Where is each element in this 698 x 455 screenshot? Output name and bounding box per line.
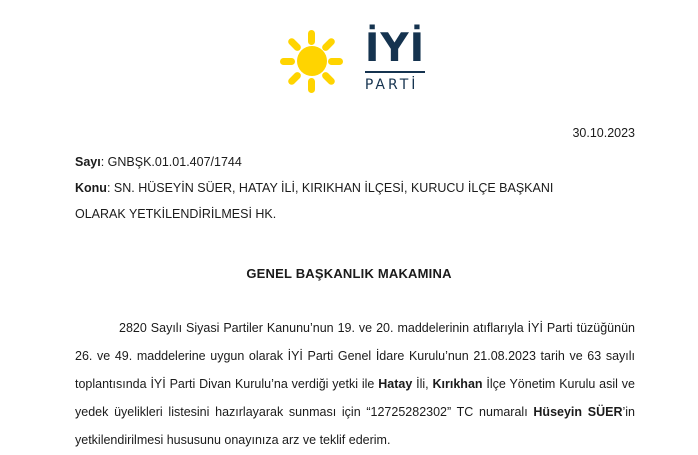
- body-segment-3: İlçe Yönetim Kurulu asil ve yedek üyelikleri listesini hazırlayarak sunması için “12725282302” TC numaralı: [75, 377, 635, 419]
- logo-inner: [273, 22, 425, 100]
- konu-separator: :: [106, 181, 114, 195]
- brand-subname: PARTİ: [364, 77, 419, 94]
- sayi-value: GNBŞK.01.01.407/1744: [107, 155, 242, 169]
- body-segment-2: İli,: [412, 377, 433, 391]
- sun-icon: [273, 22, 351, 100]
- document-body: [75, 314, 635, 454]
- konu-value-line2: OLARAK YETKİLENDİRİLMESİ HK.: [75, 207, 277, 221]
- konu-label: Konu: [75, 181, 107, 195]
- body-segment-4: ’in yetkilendirilmesi hususunu onayınıza arz ve teklif ederim.: [75, 405, 635, 447]
- body-bold-kirikhan: Kırıkhan: [432, 377, 483, 391]
- brand-text: [364, 25, 426, 94]
- page-title: GENEL BAŞKANLIK MAKAMINA: [246, 266, 452, 281]
- document-meta: [75, 149, 635, 227]
- meta-row-konu: [75, 175, 635, 201]
- konu-value-line1: SN. HÜSEYİN SÜER, HATAY İLİ, KIRIKHAN İLÇESİ, KURUCU İLÇE BAŞKANI: [113, 181, 554, 195]
- body-segment-1: 2820 Sayılı Siyasi Partiler Kanunu’nun 19. ve 20. maddelerinin atıflarıyla İYİ Parti tüzüğünün 26. ve 49. maddelerine uygun olarak İYİ Parti Genel İdare Kurulu’nun 21.08.2023 tarih ve 63 sayılı toplantısında İYİ Parti Divan Kurulu’na verdiği yetki ile: [75, 321, 635, 391]
- body-paragraph: [75, 314, 635, 454]
- document-date: 30.10.2023: [572, 126, 635, 140]
- brand-divider: [365, 71, 425, 73]
- body-bold-hatay: Hatay: [378, 377, 413, 391]
- sayi-separator: :: [100, 155, 108, 169]
- party-logo: [0, 22, 698, 100]
- brand-name: İYİ: [364, 25, 426, 71]
- sun-core: [297, 46, 327, 76]
- body-bold-name: Hüseyin SÜER: [533, 405, 623, 419]
- meta-row-sayi: [75, 149, 635, 175]
- sayi-label: Sayı: [75, 155, 101, 169]
